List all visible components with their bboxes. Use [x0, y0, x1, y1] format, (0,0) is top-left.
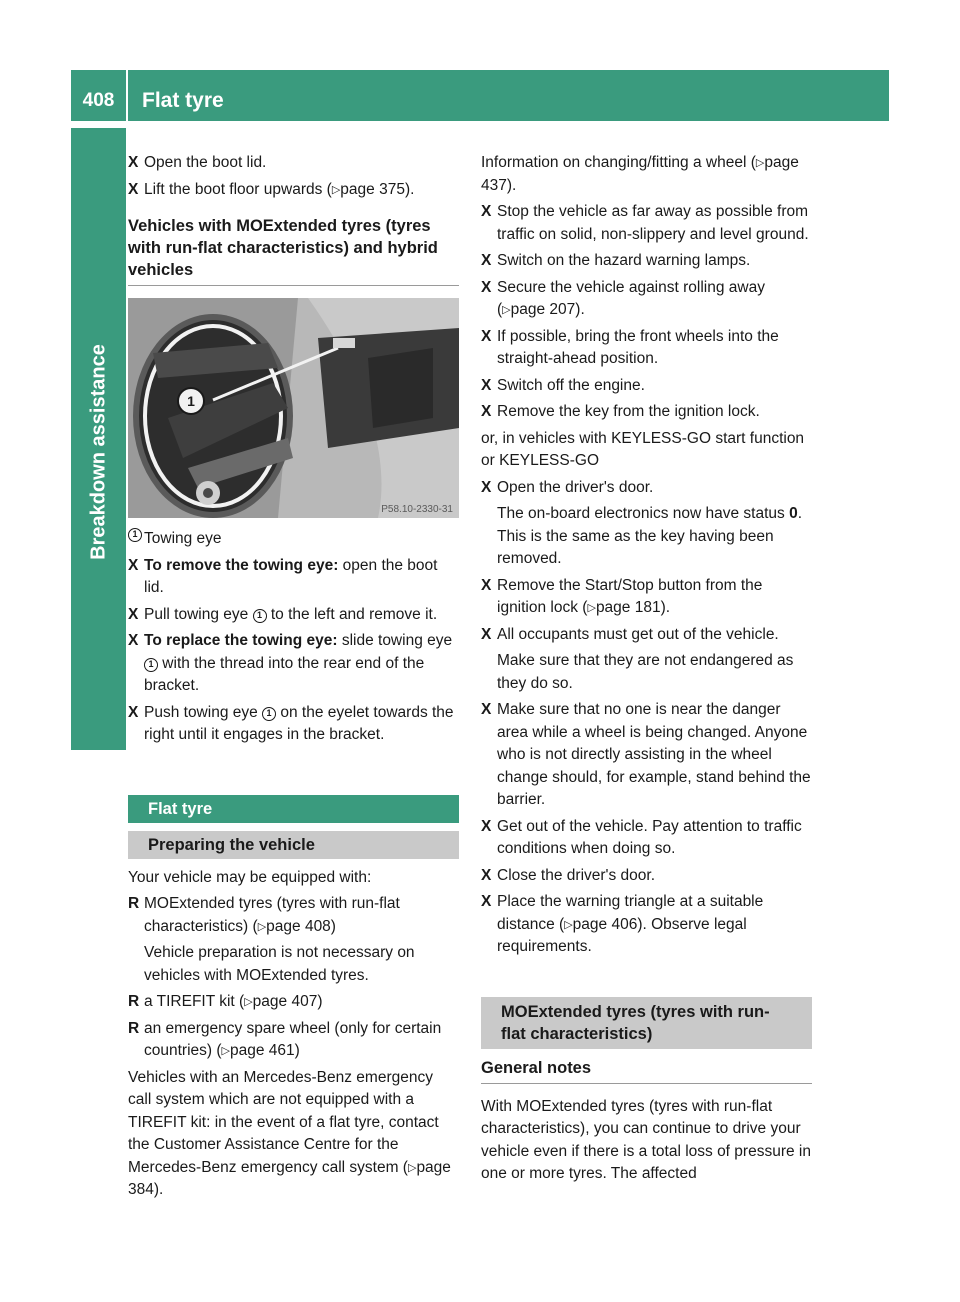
section-flat-tyre: Flat tyre	[128, 795, 459, 823]
page-ref-link[interactable]: page 375).	[340, 180, 415, 198]
step-replace-towing-eye: X To replace the towing eye: slide towing eye 1 with the thread into the rear end of the bracket.	[128, 630, 459, 698]
step-get-out: X Get out of the vehicle. Pay attention to traffic conditions when doing so.	[481, 816, 812, 861]
callout-1-icon: 1	[128, 528, 142, 542]
page-ref-link[interactable]: page 207).	[510, 301, 585, 318]
step-open-boot: X Open the boot lid.	[128, 152, 459, 175]
legend-towing-eye: 1 Towing eye	[128, 528, 459, 551]
step-remove-key: X Remove the key from the ignition lock.	[481, 401, 812, 424]
step-open-door: X Open the driver's door.	[481, 477, 812, 500]
bullet-spare-wheel: R an emergency spare wheel (only for certain countries) (▷page 461)	[128, 1018, 459, 1063]
subsection-preparing: Preparing the vehicle	[128, 831, 459, 859]
side-tab-label: Breakdown assistance	[87, 344, 110, 560]
step-front-wheels: X If possible, bring the front wheels into the straight-ahead position.	[481, 326, 812, 371]
page-ref-icon: ▷	[257, 920, 267, 933]
callout-number: 1	[187, 393, 195, 409]
info-changing-wheel: Information on changing/fitting a wheel (▷page 437).	[481, 154, 799, 194]
page-ref-link[interactable]: page 461)	[230, 1042, 300, 1059]
equipped-intro: Your vehicle may be equipped with:	[128, 868, 372, 886]
step-close-door: X Close the driver's door.	[481, 865, 812, 888]
page-ref-link[interactable]: page 384).	[128, 1158, 451, 1198]
occupants-note: Make sure that they are not endangered as they do so.	[497, 652, 794, 692]
emergency-call-paragraph: Vehicles with an Mercedes-Benz emergency call system which are not equipped with a TIREFIT kit: in the event of a flat tyre, contact the Customer Assistance Centre for the Mercedes-Benz emergency call system (▷page 384).	[128, 1068, 451, 1198]
step-remove-towing-eye: X To remove the towing eye: open the boot lid.	[128, 555, 459, 600]
subsection-moextended: MOExtended tyres (tyres with run-flat characteristics)	[481, 997, 812, 1049]
page-ref-icon: ▷	[331, 183, 341, 196]
towing-eye-photo	[128, 298, 459, 518]
status-note: The on-board electronics now have status 0. This is the same as the key having been removed.	[497, 505, 803, 567]
callout-1-icon: 1	[262, 707, 276, 721]
step-hazard-lamps: X Switch on the hazard warning lamps.	[481, 250, 812, 273]
or-keyless-go: or, in vehicles with KEYLESS-GO start function or KEYLESS-GO	[481, 429, 805, 469]
photo-code: P58.10-2330-31	[381, 504, 453, 515]
callout-1-icon: 1	[144, 658, 158, 672]
left-column	[128, 152, 459, 1206]
bullet-moextended: R MOExtended tyres (tyres with run-flat characteristics) (▷page 408)	[128, 893, 459, 938]
header-divider	[126, 70, 128, 121]
page-ref-link[interactable]: page 408)	[266, 917, 336, 935]
step-stop-vehicle: X Stop the vehicle as far away as possible from traffic on solid, non-slippery and level ground.	[481, 201, 812, 246]
step-warning-triangle: X Place the warning triangle at a suitable distance (▷page 406). Observe legal requirements.	[481, 891, 812, 959]
page-title: Flat tyre	[142, 89, 224, 112]
step-secure-vehicle: X Secure the vehicle against rolling away (▷page 207).	[481, 277, 812, 322]
page-ref-icon: ▷	[244, 996, 253, 1008]
page-ref-link[interactable]: page 407)	[252, 993, 323, 1010]
step-push-towing-eye: X Push towing eye 1 on the eyelet towards the right until it engages in the bracket.	[128, 702, 459, 747]
step-switch-off-engine: X Switch off the engine.	[481, 375, 812, 398]
bullet-moextended-note: Vehicle preparation is not necessary on vehicles with MOExtended tyres.	[144, 944, 415, 984]
step-danger-area: X Make sure that no one is near the danger area while a wheel is being changed. Anyone who is not directly assisting in the wheel change should, for example, stand behind the barrier.	[481, 699, 812, 812]
moextended-subheading: Vehicles with MOExtended tyres (tyres with run-flat characteristics) and hybrid vehicles	[128, 215, 459, 286]
step-lift-floor: X Lift the boot floor upwards (▷page 375).	[128, 179, 459, 202]
bullet-tirefit: R a TIREFIT kit (▷page 407)	[128, 991, 459, 1014]
page-ref-link[interactable]: page 181).	[595, 599, 671, 616]
page-number: 408	[82, 90, 115, 111]
step-pull-towing-eye: X Pull towing eye 1 to the left and remove it.	[128, 604, 459, 627]
page-ref-icon: ▷	[407, 1161, 417, 1174]
page-ref-icon: ▷	[755, 157, 765, 169]
callout-1-icon: 1	[253, 609, 267, 623]
page-ref-icon: ▷	[221, 1045, 230, 1057]
general-notes-heading: General notes	[481, 1057, 812, 1084]
page-ref-link[interactable]: page 406). Observe legal requirements.	[497, 915, 747, 955]
page-ref-icon: ▷	[564, 918, 573, 931]
general-notes-text: With MOExtended tyres (tyres with run-flat characteristics), you can continue to drive your vehicle even if there is a total loss of pressure in one or more tyres. The affected	[481, 1097, 811, 1182]
right-column	[481, 152, 812, 1190]
page-ref-icon: ▷	[587, 602, 596, 614]
step-remove-start-stop: X Remove the Start/Stop button from the ignition lock (▷page 181).	[481, 575, 812, 620]
page-ref-link[interactable]: page 437).	[481, 154, 799, 194]
page-ref-icon: ▷	[502, 304, 511, 316]
step-occupants-out: X All occupants must get out of the vehicle.	[481, 624, 812, 647]
